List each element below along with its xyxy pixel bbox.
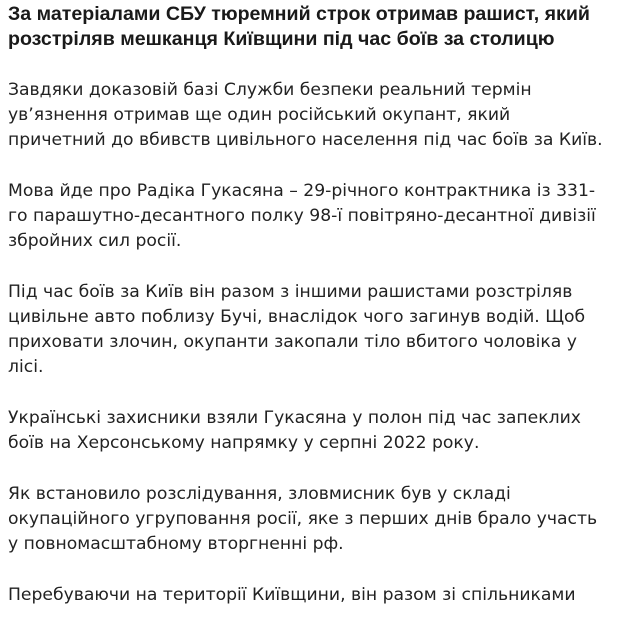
paragraph-line: причетний до вбивств цивільного населення під час боїв за Київ.	[8, 130, 603, 150]
article-headline	[8, 0, 625, 52]
paragraph-line: у повномасштабному вторгненні рф.	[8, 534, 344, 554]
paragraph-line: Завдяки доказовій базі Служби безпеки реальний термін	[8, 80, 532, 100]
paragraph-line: Українські захисники взяли Гукасяна у полон під час запеклих	[8, 408, 581, 428]
paragraph-line: боїв на Херсонському напрямку у серпні 2022 року.	[8, 433, 480, 453]
paragraph-line: Перебуваючи на території Київщини, він разом зі спільниками	[8, 585, 576, 605]
paragraph-1	[8, 78, 625, 153]
paragraph-3	[8, 280, 625, 380]
paragraph-line: ув’язнення отримав ще один російський окупант, який	[8, 105, 511, 125]
paragraph-line: Мова йде про Радіка Гукасяна – 29-річного контрактника із 331-	[8, 181, 596, 201]
paragraph-line: приховати злочин, окупанти закопали тіло вбитого чоловіка у	[8, 332, 577, 352]
paragraph-2	[8, 179, 625, 254]
paragraph-line: го парашутно-десантного полку 98-ї повітряно-десантної дивізії	[8, 206, 596, 226]
paragraph-line: збройних сил росії.	[8, 231, 182, 251]
article	[8, 0, 625, 608]
paragraph-4	[8, 406, 625, 456]
paragraph-line: Як встановило розслідування, зловмисник був у складі	[8, 484, 511, 504]
paragraph-line: окупаційного угруповання росії, яке з перших днів брало участь	[8, 509, 598, 529]
paragraph-line: лісі.	[8, 357, 44, 377]
paragraph-6	[8, 583, 625, 608]
headline-line: За матеріалами СБУ тюремний строк отримав рашист, який	[8, 3, 590, 25]
paragraph-line: цивільне авто поблизу Бучі, внаслідок чого загинув водій. Щоб	[8, 307, 586, 327]
paragraph-5	[8, 482, 625, 557]
paragraph-line: Під час боїв за Київ він разом з іншими рашистами розстріляв	[8, 282, 573, 302]
headline-line: розстріляв мешканця Київщини під час боїв за столицю	[8, 28, 555, 50]
